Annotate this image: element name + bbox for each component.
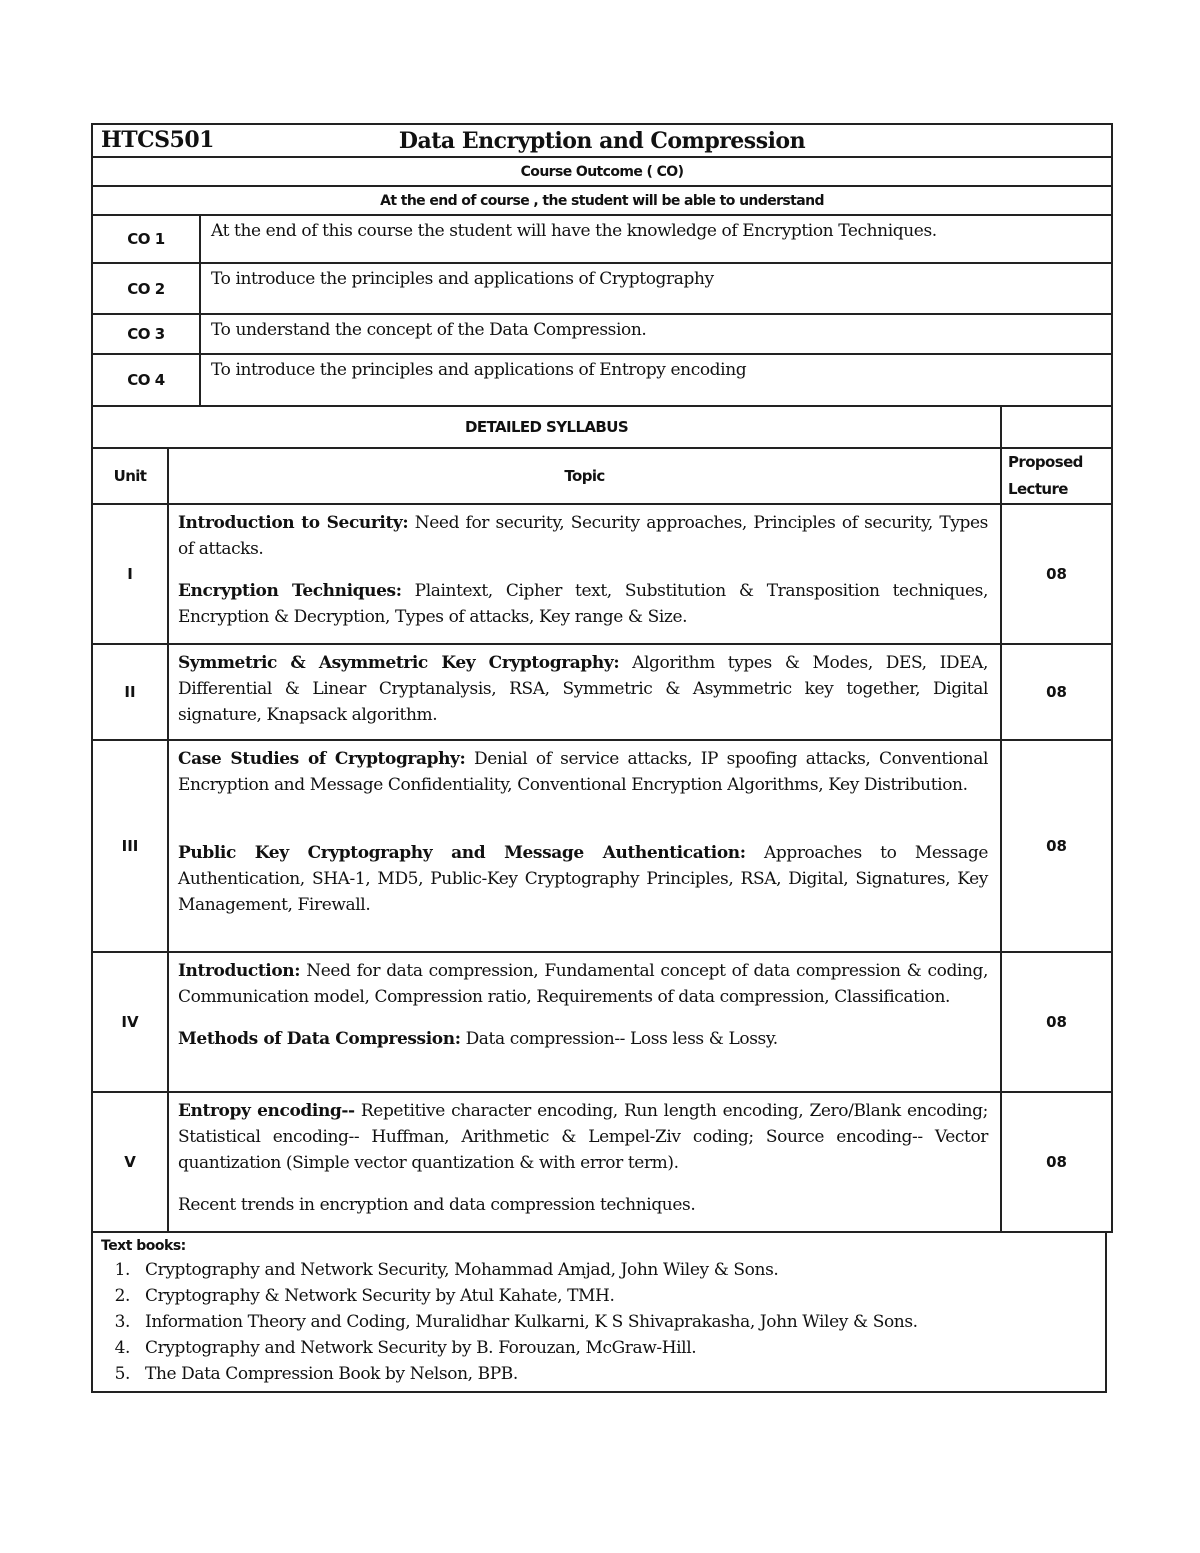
outcome-text: At the end of this course the student will have the knowledge of Encryption Techniques. [200, 215, 1112, 263]
syllabus-row-unit-2 [92, 644, 1112, 740]
topic-title: Methods of Data Compression: [178, 1029, 461, 1049]
topic-paragraph [178, 746, 988, 798]
outcome-text: To introduce the principles and applications of Cryptography [200, 263, 1112, 314]
course-title: Data Encryption and Compression [398, 127, 806, 154]
topic-paragraph [178, 1026, 988, 1052]
textbook-item: 4. Cryptography and Network Security by B. Forouzan, McGraw-Hill. [135, 1335, 1105, 1361]
textbook-item: 1. Cryptography and Network Security, Mohammad Amjad, John Wiley & Sons. [135, 1257, 1105, 1283]
column-header-topic: Topic [168, 448, 1001, 504]
unit-lectures: 08 [1001, 644, 1112, 740]
detailed-syllabus-table [91, 405, 1113, 1233]
topic-paragraph [178, 958, 988, 1010]
topic-text: Approaches to Message Authentication, SHA-1, MD5, Public-Key Cryptography Principles, RSA, Digital, Signatures, Key Management, Firewall. [178, 843, 989, 915]
outcome-intro-row [92, 186, 1112, 215]
unit-topic [168, 644, 1001, 740]
topic-title: Case Studies of Cryptography: [178, 749, 466, 769]
outcome-intro: At the end of course , the student will be able to understand [92, 186, 1112, 215]
outcome-heading: Course Outcome ( CO) [92, 157, 1112, 186]
topic-title: Symmetric & Asymmetric Key Cryptography: [178, 653, 620, 673]
syllabus-column-header-row [92, 448, 1112, 504]
unit-number: IV [92, 952, 168, 1092]
topic-text: Data compression-- Loss less & Lossy. [460, 1029, 778, 1049]
course-code: HTCS501 [101, 127, 214, 153]
topic-paragraph [178, 650, 988, 728]
topic-paragraph [178, 1192, 988, 1218]
unit-lectures: 08 [1001, 740, 1112, 952]
outcome-text: To understand the concept of the Data Compression. [200, 314, 1112, 354]
unit-topic [168, 952, 1001, 1092]
outcome-row [92, 354, 1112, 406]
syllabus-heading-row [92, 406, 1112, 448]
textbook-item: 3. Information Theory and Coding, Muralidhar Kulkarni, K S Shivaprakasha, John Wiley & Sons. [135, 1309, 1105, 1335]
unit-topic [168, 504, 1001, 644]
course-header-row [92, 124, 1112, 157]
topic-text: Denial of service attacks, IP spoofing attacks, Conventional Encryption and Message Confidentiality, Conventional Encryption Algorithms, Key Distribution. [178, 749, 989, 795]
syllabus-row-unit-3 [92, 740, 1112, 952]
topic-title: Public Key Cryptography and Message Authentication: [178, 843, 746, 863]
syllabus-heading-blank [1001, 406, 1112, 448]
syllabus-row-unit-4 [92, 952, 1112, 1092]
unit-number: II [92, 644, 168, 740]
outcome-label: CO 4 [92, 354, 200, 406]
unit-lectures: 08 [1001, 952, 1112, 1092]
topic-title: Encryption Techniques: [178, 581, 402, 601]
topic-paragraph [178, 1098, 988, 1176]
column-header-lecture-line2: Lecture [1008, 480, 1068, 498]
outcome-row [92, 314, 1112, 354]
outcome-heading-row [92, 157, 1112, 186]
textbooks-list [101, 1257, 1105, 1387]
topic-paragraph [178, 510, 988, 562]
topic-text: Plaintext, Cipher text, Substitution & Transposition techniques, Encryption & Decryption, Types of attacks, Key range & Size. [178, 581, 988, 627]
topic-title: Entropy encoding-- [178, 1101, 355, 1121]
unit-lectures: 08 [1001, 504, 1112, 644]
column-header-lecture-line1: Proposed [1008, 453, 1083, 471]
topic-paragraph [178, 578, 988, 630]
syllabus-row-unit-5 [92, 1092, 1112, 1232]
outcome-label: CO 1 [92, 215, 200, 263]
outcome-label: CO 3 [92, 314, 200, 354]
topic-text: Repetitive character encoding, Run length encoding, Zero/Blank encoding; Statistical encoding-- Huffman, Arithmetic & Lempel-Ziv coding; Source encoding-- Vector quantization (Simple vector quantization & with error term). [178, 1101, 989, 1173]
topic-text: Need for security, Security approaches, Principles of security, Types of attacks. [178, 513, 989, 559]
topic-title: Introduction: [178, 961, 301, 981]
outcome-row [92, 263, 1112, 314]
textbook-item: 2. Cryptography & Network Security by Atul Kahate, TMH. [135, 1283, 1105, 1309]
unit-number: V [92, 1092, 168, 1232]
outcome-text: To introduce the principles and applications of Entropy encoding [200, 354, 1112, 406]
topic-paragraph [178, 840, 988, 918]
textbooks-section [91, 1233, 1107, 1393]
outcome-label: CO 2 [92, 263, 200, 314]
unit-lectures: 08 [1001, 1092, 1112, 1232]
syllabus-row-unit-1 [92, 504, 1112, 644]
topic-text: Algorithm types & Modes, DES, IDEA, Differential & Linear Cryptanalysis, RSA, Symmetric & Asymmetric key together, Digital signature, Knapsack algorithm. [178, 653, 989, 725]
unit-number: III [92, 740, 168, 952]
column-header-lecture [1001, 448, 1112, 504]
syllabus-page [91, 123, 1111, 1393]
topic-text: Recent trends in encryption and data compression techniques. [178, 1195, 696, 1215]
outcome-row [92, 215, 1112, 263]
unit-topic [168, 740, 1001, 952]
column-header-unit: Unit [92, 448, 168, 504]
unit-topic [168, 1092, 1001, 1232]
topic-text: Need for data compression, Fundamental concept of data compression & coding, Communication model, Compression ratio, Requirements of data compression, Classification. [178, 961, 989, 1007]
textbook-item: 5. The Data Compression Book by Nelson, BPB. [135, 1361, 1105, 1387]
course-outcome-table [91, 123, 1113, 407]
textbooks-heading: Text books: [101, 1238, 186, 1254]
unit-number: I [92, 504, 168, 644]
topic-title: Introduction to Security: [178, 513, 409, 533]
syllabus-heading: DETAILED SYLLABUS [92, 406, 1001, 448]
